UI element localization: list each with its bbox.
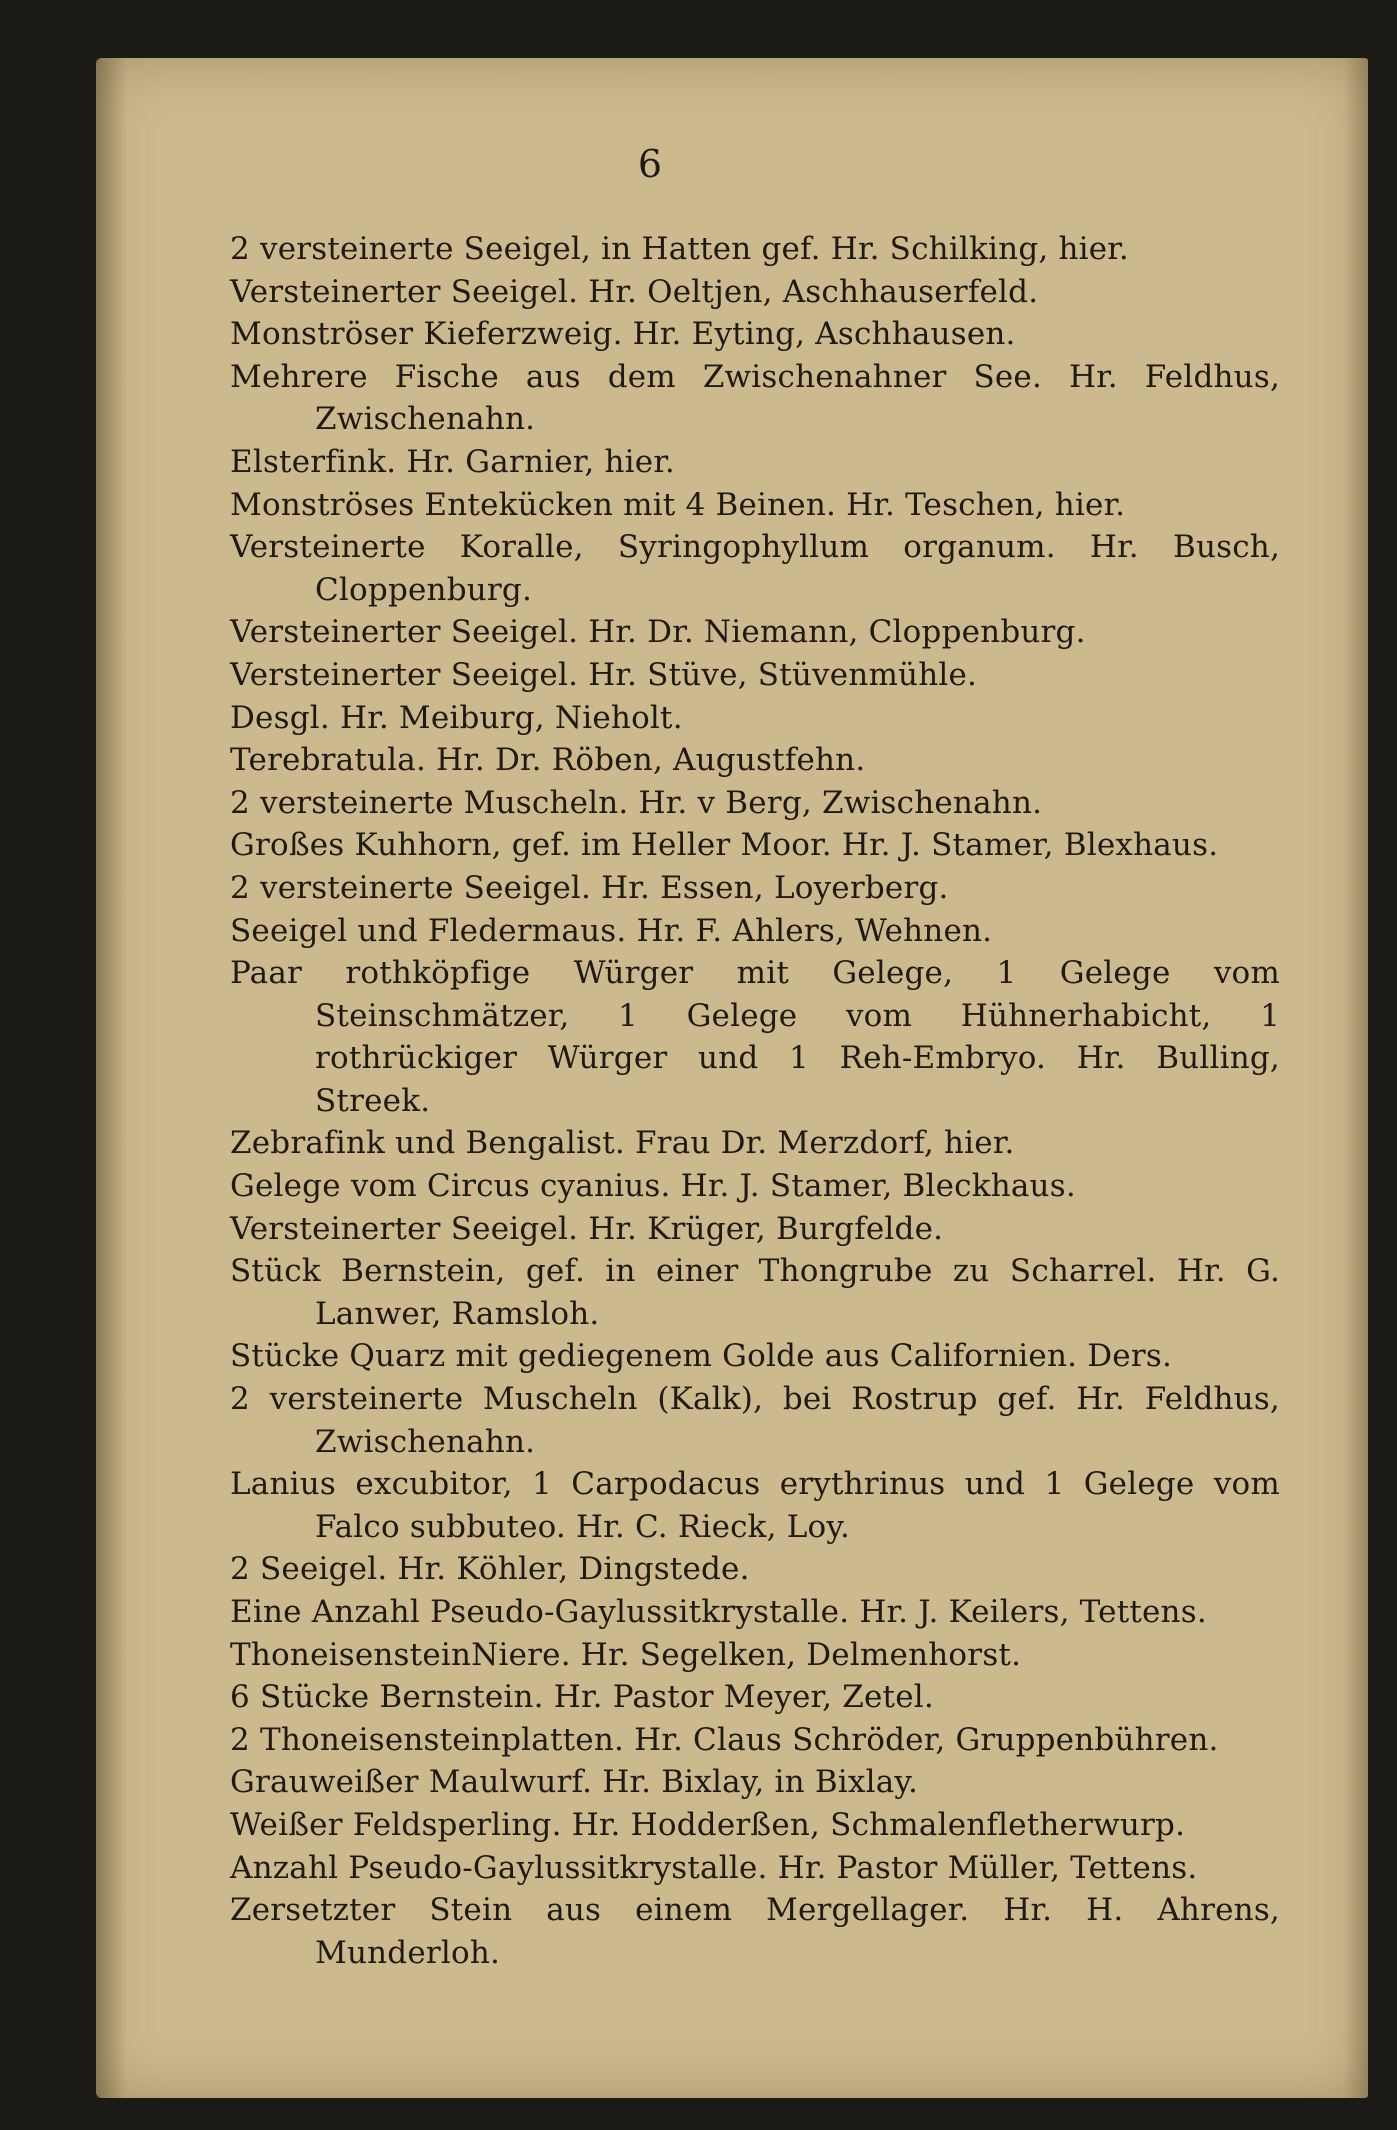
page-number: 6 bbox=[637, 142, 663, 186]
list-item: Versteinerte Koralle, Syringophyllum organum. Hr. Busch, Cloppenburg. bbox=[230, 529, 1280, 608]
list-item: Zersetzter Stein aus einem Mergellager. Hr. H. Ahrens, Munderloh. bbox=[230, 1892, 1280, 1971]
list-item: Anzahl Pseudo-Gaylussitkrystalle. Hr. Pastor Müller, Tettens. bbox=[230, 1849, 1198, 1886]
list-item: 2 versteinerte Muscheln. Hr. v Berg, Zwischenahn. bbox=[230, 784, 1043, 821]
page-gutter-shadow bbox=[96, 58, 126, 2098]
list-item: Terebratula. Hr. Dr. Röben, Augustfehn. bbox=[230, 742, 866, 779]
list-item: Stücke Quarz mit gediegenem Golde aus Californien. Ders. bbox=[230, 1338, 1173, 1375]
list-item: Stück Bernstein, gef. in einer Thongrube zu Scharrel. Hr. G. Lanwer, Ramsloh. bbox=[230, 1253, 1280, 1332]
list-item: Desgl. Hr. Meiburg, Nieholt. bbox=[230, 699, 683, 736]
list-item: Paar rothköpfige Würger mit Gelege, 1 Gelege vom Steinschmätzer, 1 Gelege vom Hühnerhabicht, 1 rothrückiger Würger und 1 Reh-Embryo. Hr. Bulling, Streek. bbox=[230, 955, 1280, 1119]
list-item: Versteinerter Seeigel. Hr. Krüger, Burgfelde. bbox=[230, 1210, 944, 1247]
list-item: Eine Anzahl Pseudo-Gaylussitkrystalle. Hr. J. Keilers, Tettens. bbox=[230, 1594, 1207, 1630]
list-item: Grauweißer Maulwurf. Hr. Bixlay, in Bixlay. bbox=[230, 1764, 919, 1801]
list-item: 2 Seeigel. Hr. Köhler, Dingstede. bbox=[230, 1551, 750, 1588]
list-item: Elsterfink. Hr. Garnier, hier. bbox=[230, 443, 675, 480]
donation-list bbox=[230, 228, 1280, 1974]
list-item: Seeigel und Fledermaus. Hr. F. Ahlers, Wehnen. bbox=[230, 912, 993, 949]
list-item: Zebrafink und Bengalist. Frau Dr. Merzdorf, hier. bbox=[230, 1125, 1015, 1162]
list-item: Versteinerter Seeigel. Hr. Dr. Niemann, Cloppenburg. bbox=[230, 614, 1086, 651]
page-edge-shadow bbox=[1344, 58, 1368, 2098]
list-item: 6 Stücke Bernstein. Hr. Pastor Meyer, Zetel. bbox=[230, 1679, 934, 1716]
list-item: Weißer Feldsperling. Hr. Hodderßen, Schmalenfletherwurp. bbox=[230, 1806, 1186, 1843]
list-item: Monströses Entekücken mit 4 Beinen. Hr. Teschen, hier. bbox=[230, 486, 1126, 523]
list-item: ThoneisensteinNiere. Hr. Segelken, Delmenhorst. bbox=[230, 1636, 1022, 1673]
list-item: 2 versteinerte Seeigel. Hr. Essen, Loyerberg. bbox=[230, 869, 949, 906]
list-item: Versteinerter Seeigel. Hr. Stüve, Stüvenmühle. bbox=[230, 656, 978, 693]
list-item: Mehrere Fische aus dem Zwischenahner See. Hr. Feldhus, Zwischenahn. bbox=[230, 358, 1280, 438]
list-item: Großes Kuhhorn, gef. im Heller Moor. Hr. J. Stamer, Blexhaus. bbox=[230, 827, 1219, 864]
list-item: Versteinerter Seeigel. Hr. Oeltjen, Aschhauserfeld. bbox=[230, 273, 1039, 310]
list-item: Gelege vom Circus cyanius. Hr. J. Stamer, Bleckhaus. bbox=[230, 1168, 1076, 1205]
list-item: 2 versteinerte Seeigel, in Hatten gef. Hr. Schilking, hier. bbox=[230, 231, 1129, 267]
list-item: Lanius excubitor, 1 Carpodacus erythrinus und 1 Gelege vom Falco subbuteo. Hr. C. Rieck, Loy. bbox=[230, 1466, 1280, 1545]
list-item: 2 versteinerte Muscheln (Kalk), bei Rostrup gef. Hr. Feldhus, Zwischenahn. bbox=[230, 1381, 1280, 1460]
list-item: 2 Thoneisensteinplatten. Hr. Claus Schröder, Gruppenbühren. bbox=[230, 1721, 1219, 1758]
list-item: Monströser Kieferzweig. Hr. Eyting, Aschhausen. bbox=[230, 316, 1016, 353]
